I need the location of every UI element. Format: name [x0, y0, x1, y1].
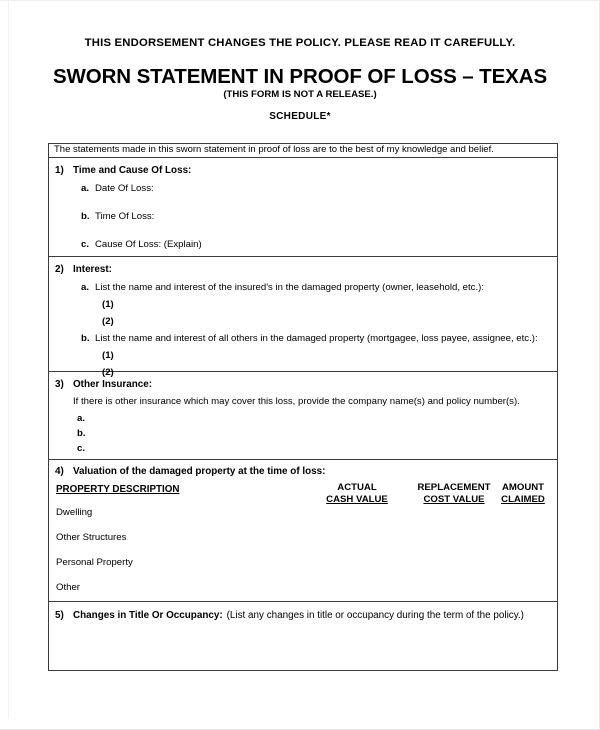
item-label: Time Of Loss:: [95, 211, 155, 222]
section-4-title: Valuation of the damaged property at the time of loss:: [73, 466, 326, 477]
header-line-1: AMOUNT: [501, 482, 545, 493]
page-title: SWORN STATEMENT IN PROOF OF LOSS – TEXAS: [52, 65, 548, 88]
section-4-number: 4): [55, 466, 64, 477]
field-other-insurance-c[interactable]: c.: [77, 443, 86, 454]
field-cause-of-loss[interactable]: [81, 239, 202, 250]
row-description: Other: [56, 582, 80, 593]
section-2-heading: [55, 264, 112, 275]
section-1-title: Time and Cause Of Loss:: [73, 165, 192, 176]
column-header-property-description: PROPERTY DESCRIPTION: [56, 484, 180, 495]
section-3-heading: [55, 379, 152, 390]
schedule-label: SCHEDULE*: [269, 111, 331, 122]
field-time-of-loss[interactable]: [81, 211, 154, 222]
section-3-title: Other Insurance:: [73, 379, 153, 390]
header-line-2: CASH VALUE: [326, 493, 388, 505]
field-other-insurance-b[interactable]: b.: [77, 428, 86, 439]
section-2-title: Interest:: [73, 264, 112, 275]
item-letter: b.: [81, 333, 90, 344]
column-header-amount-claimed: [492, 482, 554, 505]
row-description: Dwelling: [56, 507, 93, 518]
item-letter: c.: [81, 239, 90, 250]
section-changes-in-title-or-occupancy: [49, 602, 557, 670]
field-insured-interest-2[interactable]: (2): [102, 316, 114, 327]
proof-of-loss-form: [48, 143, 558, 671]
section-5-heading: [55, 610, 524, 621]
item-label: Cause Of Loss: (Explain): [95, 239, 202, 250]
item-letter: b.: [81, 211, 90, 222]
field-others-interest-1[interactable]: (1): [102, 350, 114, 361]
item-label: List the name and interest of the insured's in the damaged property (owner, leasehold, etc.):: [95, 282, 485, 293]
section-3-number: 3): [55, 379, 64, 390]
table-row[interactable]: [56, 582, 80, 593]
field-others-interest[interactable]: [81, 333, 538, 344]
field-date-of-loss[interactable]: [81, 183, 154, 194]
section-other-insurance: [49, 372, 557, 460]
section-4-heading: [55, 466, 325, 477]
header-line-2: CLAIMED: [501, 493, 545, 505]
section-5-number: 5): [55, 610, 64, 621]
form-subtitle: (THIS FORM IS NOT A RELEASE.): [223, 89, 377, 100]
section-5-note: (List any changes in title or occupancy during the term of the policy.): [226, 610, 524, 621]
row-description: Personal Property: [56, 557, 133, 568]
other-insurance-instruction: If there is other insurance which may cover this loss, provide the company name(s) and policy number(s).: [73, 396, 520, 407]
header-line-2: COST VALUE: [423, 493, 485, 505]
section-1-number: 1): [55, 165, 64, 176]
header-line-1: ACTUAL: [337, 482, 377, 493]
item-label: List the name and interest of all others in the damaged property (mortgagee, loss payee, assignee, etc.):: [95, 333, 538, 344]
section-time-and-cause-of-loss: [49, 158, 557, 257]
section-valuation: [49, 460, 557, 602]
item-letter: a.: [81, 183, 90, 194]
table-row[interactable]: [56, 557, 133, 568]
section-1-heading: [55, 165, 191, 176]
table-row[interactable]: [56, 532, 126, 543]
table-row[interactable]: [56, 507, 92, 518]
section-5-title: Changes in Title Or Occupancy:: [73, 610, 223, 621]
endorsement-notice: THIS ENDORSEMENT CHANGES THE POLICY. PLEASE READ IT CAREFULLY.: [84, 37, 516, 49]
row-description: Other Structures: [56, 532, 127, 543]
section-interest: [49, 257, 557, 378]
field-insured-interest-1[interactable]: (1): [102, 299, 114, 310]
page-edge: [8, 1, 9, 719]
field-insured-interest[interactable]: [81, 282, 484, 293]
section-2-number: 2): [55, 264, 64, 275]
field-other-insurance-a[interactable]: a.: [77, 413, 86, 424]
statement-text: The statements made in this sworn statement in proof of loss are to the best of my knowledge and belief.: [54, 144, 494, 155]
header-line-1: REPLACEMENT: [417, 482, 491, 493]
item-label: Date Of Loss:: [95, 183, 154, 194]
statement-row: [49, 144, 557, 158]
field-others-interest-2[interactable]: (2): [102, 367, 114, 378]
item-letter: a.: [81, 282, 90, 293]
